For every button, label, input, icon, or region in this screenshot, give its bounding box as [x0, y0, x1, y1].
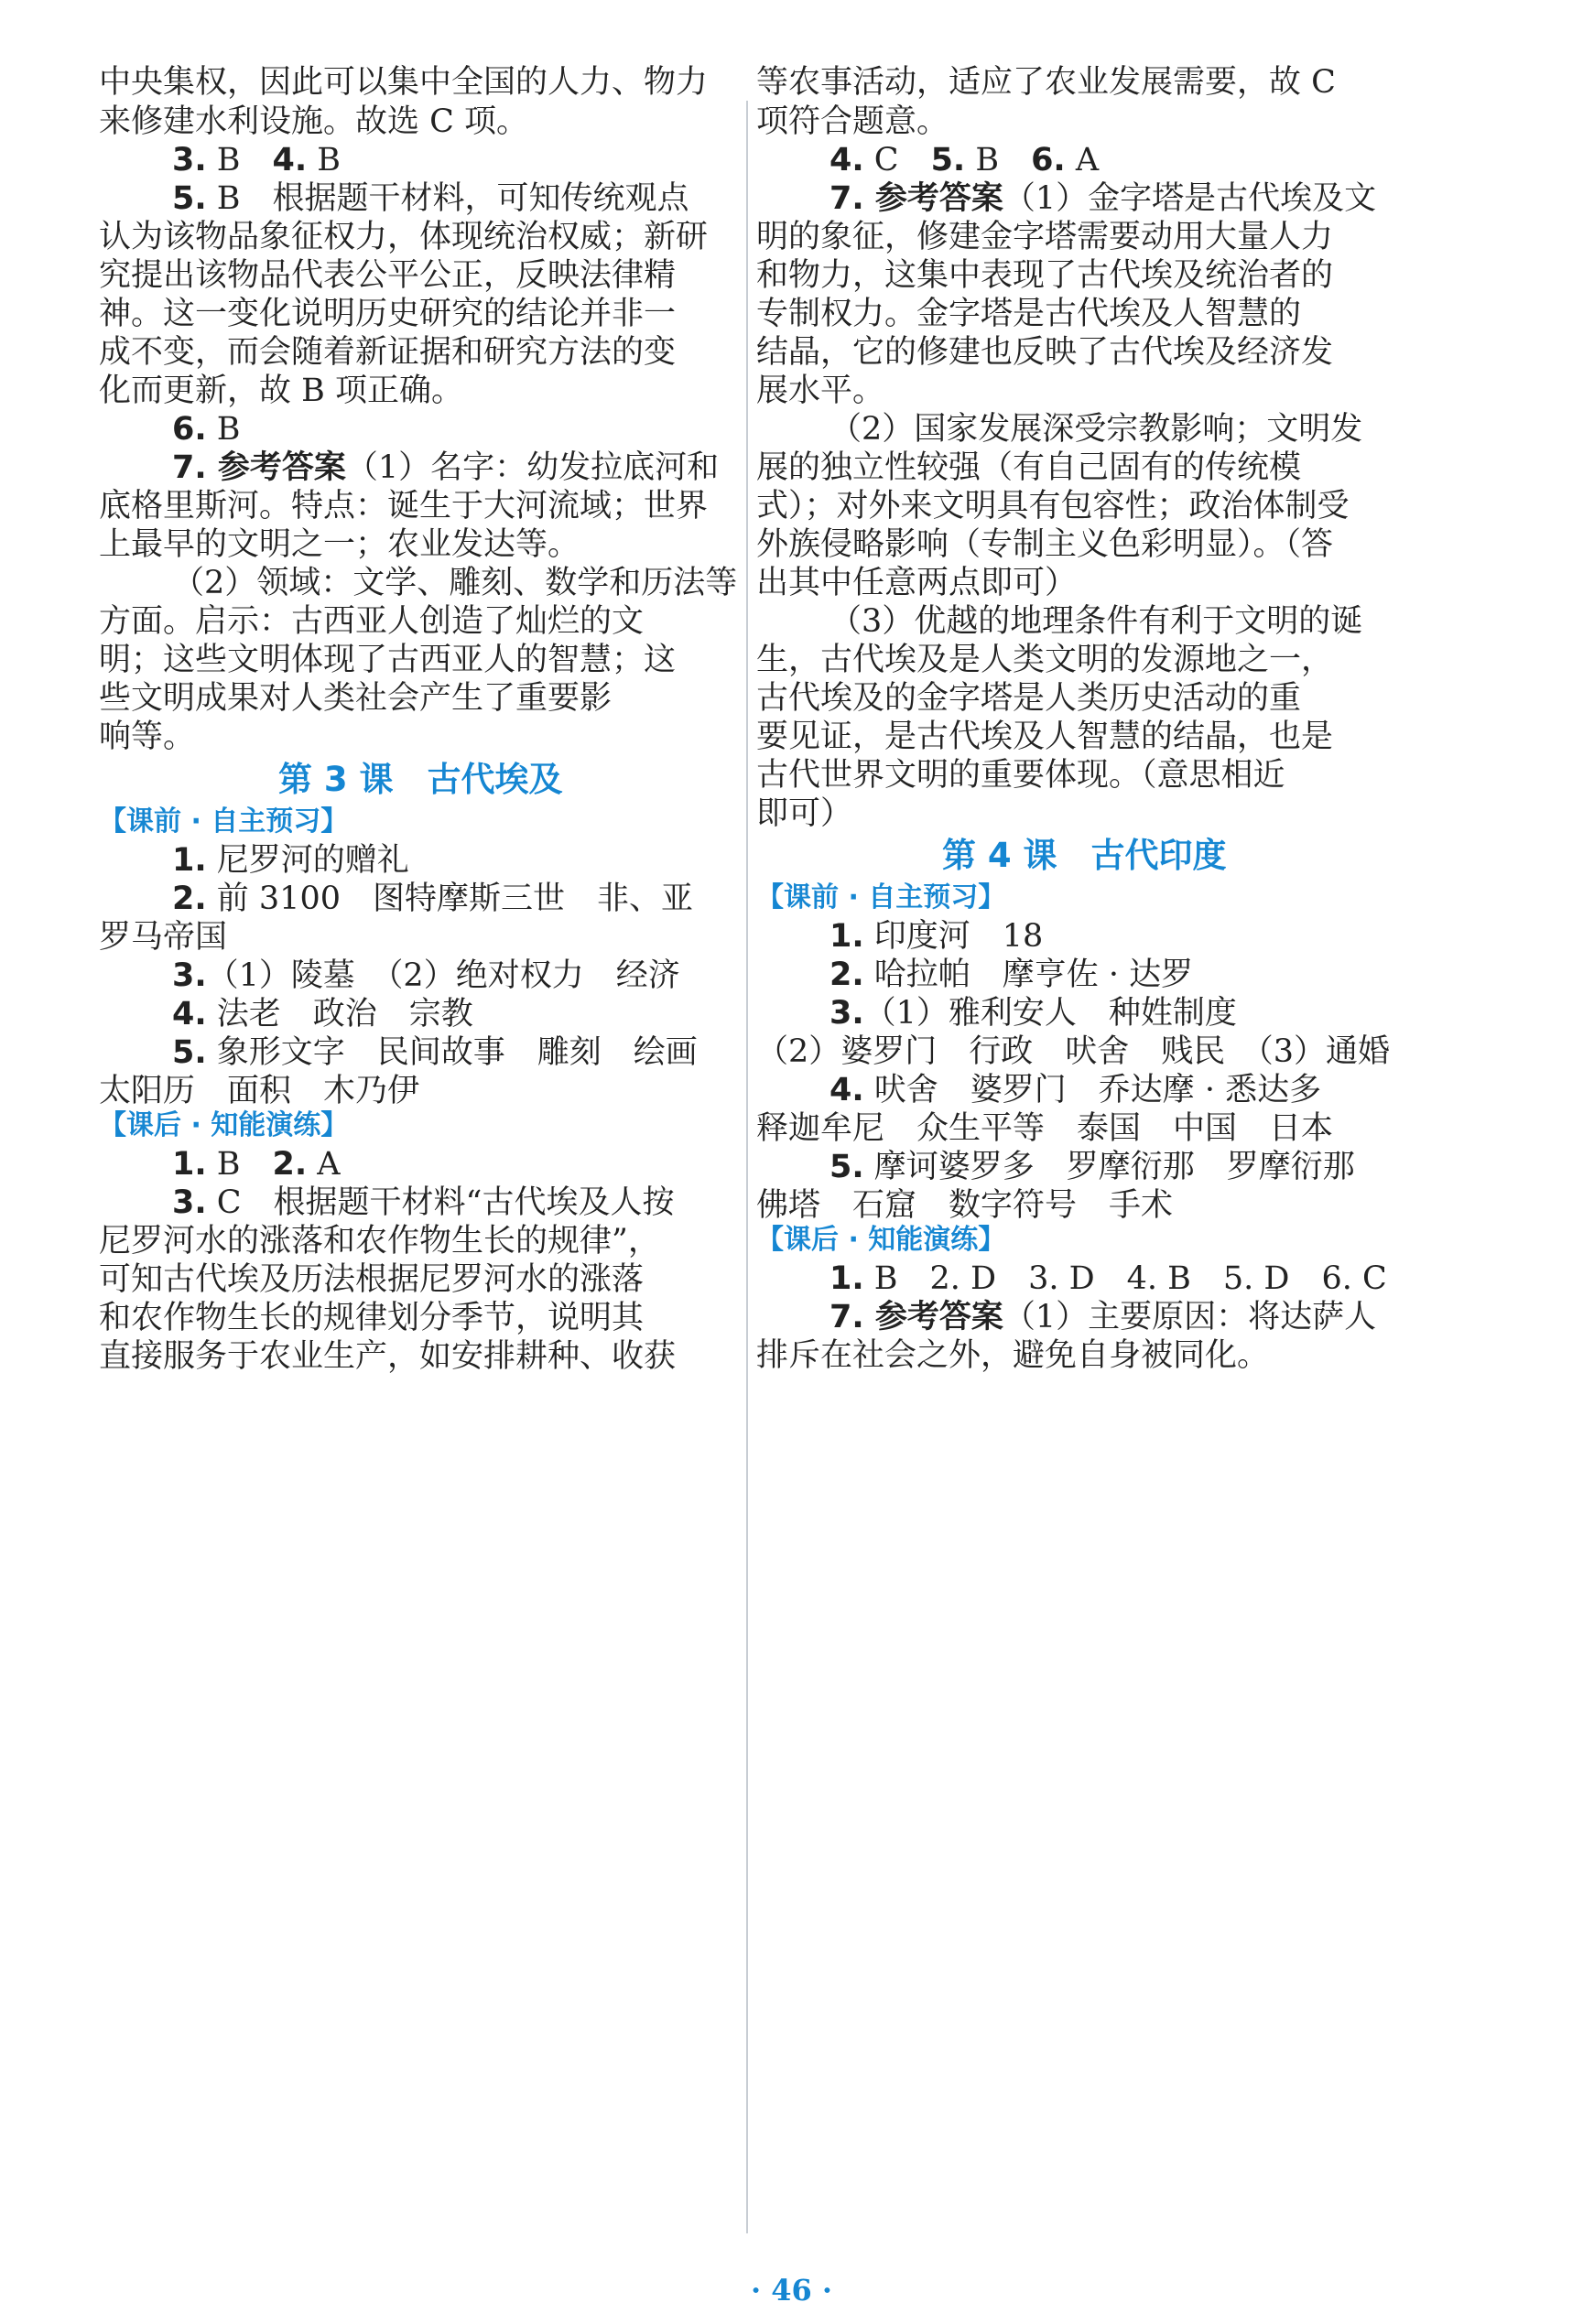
answer-line — [829, 142, 1099, 178]
text-line: 直接服务于农业生产，如安排耕种、收获 — [99, 1338, 677, 1375]
answer-line — [172, 881, 693, 917]
text-line: 古代埃及的金字塔是人类历史活动的重 — [756, 680, 1302, 717]
text-line: 底格里斯河。特点：诞生于大河流域；世界 — [99, 488, 709, 524]
answer-text: 尼罗河的赠礼 — [206, 842, 409, 879]
text-line: 可知古代埃及历法根据尼罗河水的涨落 — [99, 1261, 645, 1298]
reference-answer-label: 7. 参考答案 — [172, 449, 346, 486]
answer-line — [829, 918, 1043, 955]
column-divider — [746, 101, 748, 2233]
answer-text: C 根据题干材料“古代埃及人按 — [206, 1184, 675, 1221]
answer-text: （1）金字塔是古代埃及文 — [1003, 180, 1377, 217]
text-line: 释迦牟尼 众生平等 泰国 中国 日本 — [756, 1110, 1334, 1147]
answer-text: 吠舍 婆罗门 乔达摩 · 悉达多 — [863, 1072, 1322, 1108]
answer-line — [172, 180, 689, 217]
text-line: 究提出该物品代表公平公正，反映法律精 — [99, 257, 677, 294]
answer-line — [172, 449, 719, 486]
answer-line — [829, 1299, 1376, 1335]
question-number: 3. — [172, 142, 207, 178]
text-line: 生，古代埃及是人类文明的发源地之一， — [756, 642, 1334, 678]
answer-text: A — [1065, 142, 1100, 178]
question-number: 1. — [829, 1260, 864, 1297]
text-line: （2）婆罗门 行政 吠舍 贱民 （3）通婚 — [756, 1033, 1391, 1070]
answer-text: 法老 政治 宗教 — [206, 996, 473, 1032]
text-line: （3）优越的地理条件有利于文明的诞 — [829, 603, 1363, 640]
text-line: 罗马帝国 — [99, 919, 228, 956]
answer-text: B 根据题干材料，可知传统观点 — [206, 180, 689, 217]
answer-text: B — [206, 142, 273, 178]
section-tag: 【课前 · 自主预习】 — [99, 805, 349, 838]
answer-line — [172, 411, 241, 448]
reference-answer-label: 7. 参考答案 — [829, 1299, 1003, 1335]
answer-text: 摩诃婆罗多 罗摩衍那 罗摩衍那 — [863, 1149, 1355, 1185]
answer-line — [829, 995, 1237, 1032]
question-number: 5. — [930, 142, 966, 178]
answer-text: B — [206, 411, 241, 448]
answer-text: B — [206, 1146, 273, 1183]
question-number: 4. — [829, 1072, 864, 1108]
answer-text: A — [307, 1146, 341, 1183]
answer-line — [172, 1146, 341, 1183]
question-number: 3. — [172, 957, 207, 994]
text-line: 成不变，而会随着新证据和研究方法的变 — [99, 334, 677, 371]
lesson-title: 第 4 课 古代印度 — [942, 836, 1227, 875]
answer-line — [172, 842, 409, 879]
question-number: 1. — [172, 842, 207, 879]
question-number: 3. — [172, 1184, 207, 1221]
text-line: 出其中任意两点即可） — [756, 565, 1078, 601]
text-line: 式）；对外来文明具有包容性；政治体制受 — [756, 488, 1350, 524]
text-line: 响等。 — [99, 719, 196, 755]
text-line: 项符合题意。 — [756, 103, 949, 140]
text-line: 些文明成果对人类社会产生了重要影 — [99, 680, 613, 717]
lesson-title: 第 3 课 古代埃及 — [278, 760, 563, 799]
text-line: （2）国家发展深受宗教影响；文明发 — [829, 411, 1363, 448]
answer-line — [172, 996, 473, 1032]
answer-text: （1）主要原因：将达萨人 — [1003, 1299, 1377, 1335]
question-number: 2. — [172, 881, 207, 917]
answer-line — [829, 1149, 1355, 1185]
section-tag: 【课前 · 自主预习】 — [756, 881, 1006, 913]
answer-line — [829, 180, 1376, 217]
answer-text: 哈拉帕 摩亨佐 · 达罗 — [863, 957, 1194, 993]
answer-line — [172, 957, 680, 994]
text-line: 即可） — [756, 795, 853, 832]
answer-text: B 2. D 3. D 4. B 5. D 6. C — [863, 1260, 1387, 1297]
text-line: 太阳历 面积 木乃伊 — [99, 1073, 420, 1109]
text-line: 要见证，是古代埃及人智慧的结晶，也是 — [756, 719, 1334, 755]
answer-text: C — [863, 142, 931, 178]
text-line: 明；这些文明体现了古西亚人的智慧；这 — [99, 642, 677, 678]
text-line: 化而更新，故 B 项正确。 — [99, 373, 463, 409]
answer-text: B — [307, 142, 342, 178]
text-line: 尼罗河水的涨落和农作物生长的规律”， — [99, 1223, 660, 1259]
page-number: · 46 · — [750, 2273, 833, 2308]
answer-line — [829, 957, 1193, 993]
text-line: 来修建水利设施。故选 C 项。 — [99, 103, 529, 140]
text-line: 外族侵略影响（专制主义色彩明显）。（答 — [756, 526, 1334, 563]
answer-text: （1）陵墓 （2）绝对权力 经济 — [206, 957, 680, 994]
text-line: 神。这一变化说明历史研究的结论并非一 — [99, 296, 677, 332]
answer-line — [172, 1184, 674, 1221]
question-number: 6. — [172, 411, 207, 448]
question-number: 2. — [272, 1146, 308, 1183]
text-line: 中央集权，因此可以集中全国的人力、物力 — [99, 64, 709, 101]
answer-line — [172, 142, 341, 178]
text-line: 展水平。 — [756, 373, 885, 409]
text-line: （2）领域：文学、雕刻、数学和历法等 — [172, 565, 738, 601]
text-line: 等农事活动，适应了农业发展需要，故 C — [756, 64, 1336, 101]
text-line: 和物力，这集中表现了古代埃及统治者的 — [756, 257, 1334, 294]
reference-answer-label: 7. 参考答案 — [829, 180, 1003, 217]
text-line: 排斥在社会之外，避免自身被同化。 — [756, 1337, 1270, 1374]
text-line: 认为该物品象征权力，体现统治权威；新研 — [99, 219, 709, 255]
answer-text: B — [965, 142, 1032, 178]
answer-line — [829, 1260, 1387, 1297]
answer-text: （1）名字：幼发拉底河和 — [345, 449, 720, 486]
question-number: 1. — [172, 1146, 207, 1183]
question-number: 5. — [172, 180, 207, 217]
section-tag: 【课后 · 知能演练】 — [756, 1224, 1006, 1256]
question-number: 4. — [272, 142, 308, 178]
question-number: 5. — [829, 1149, 864, 1185]
question-number: 4. — [172, 996, 207, 1032]
text-line: 上最早的文明之一；农业发达等。 — [99, 526, 580, 563]
text-line: 古代世界文明的重要体现。（意思相近 — [756, 757, 1285, 794]
text-line: 明的象征，修建金字塔需要动用大量人力 — [756, 219, 1334, 255]
question-number: 3. — [829, 995, 864, 1032]
text-line: 结晶，它的修建也反映了古代埃及经济发 — [756, 334, 1334, 371]
text-line: 展的独立性较强（有自己固有的传统模 — [756, 449, 1302, 486]
question-number: 6. — [1031, 142, 1066, 178]
question-number: 5. — [172, 1034, 207, 1071]
text-line: 和农作物生长的规律划分季节，说明其 — [99, 1300, 645, 1336]
answer-line — [829, 1072, 1321, 1108]
question-number: 1. — [829, 918, 864, 955]
section-tag: 【课后 · 知能演练】 — [99, 1109, 349, 1141]
answer-line — [172, 1034, 698, 1071]
answer-text: 印度河 18 — [863, 918, 1044, 955]
answer-text: （1）雅利安人 种姓制度 — [863, 995, 1237, 1032]
question-number: 4. — [829, 142, 864, 178]
answer-text: 前 3100 图特摩斯三世 非、亚 — [206, 881, 693, 917]
text-line: 佛塔 石窟 数字符号 手术 — [756, 1187, 1174, 1224]
text-line: 方面。启示：古西亚人创造了灿烂的文 — [99, 603, 645, 640]
answer-text: 象形文字 民间故事 雕刻 绘画 — [206, 1034, 698, 1071]
question-number: 2. — [829, 957, 864, 993]
text-line: 专制权力。金字塔是古代埃及人智慧的 — [756, 296, 1302, 332]
